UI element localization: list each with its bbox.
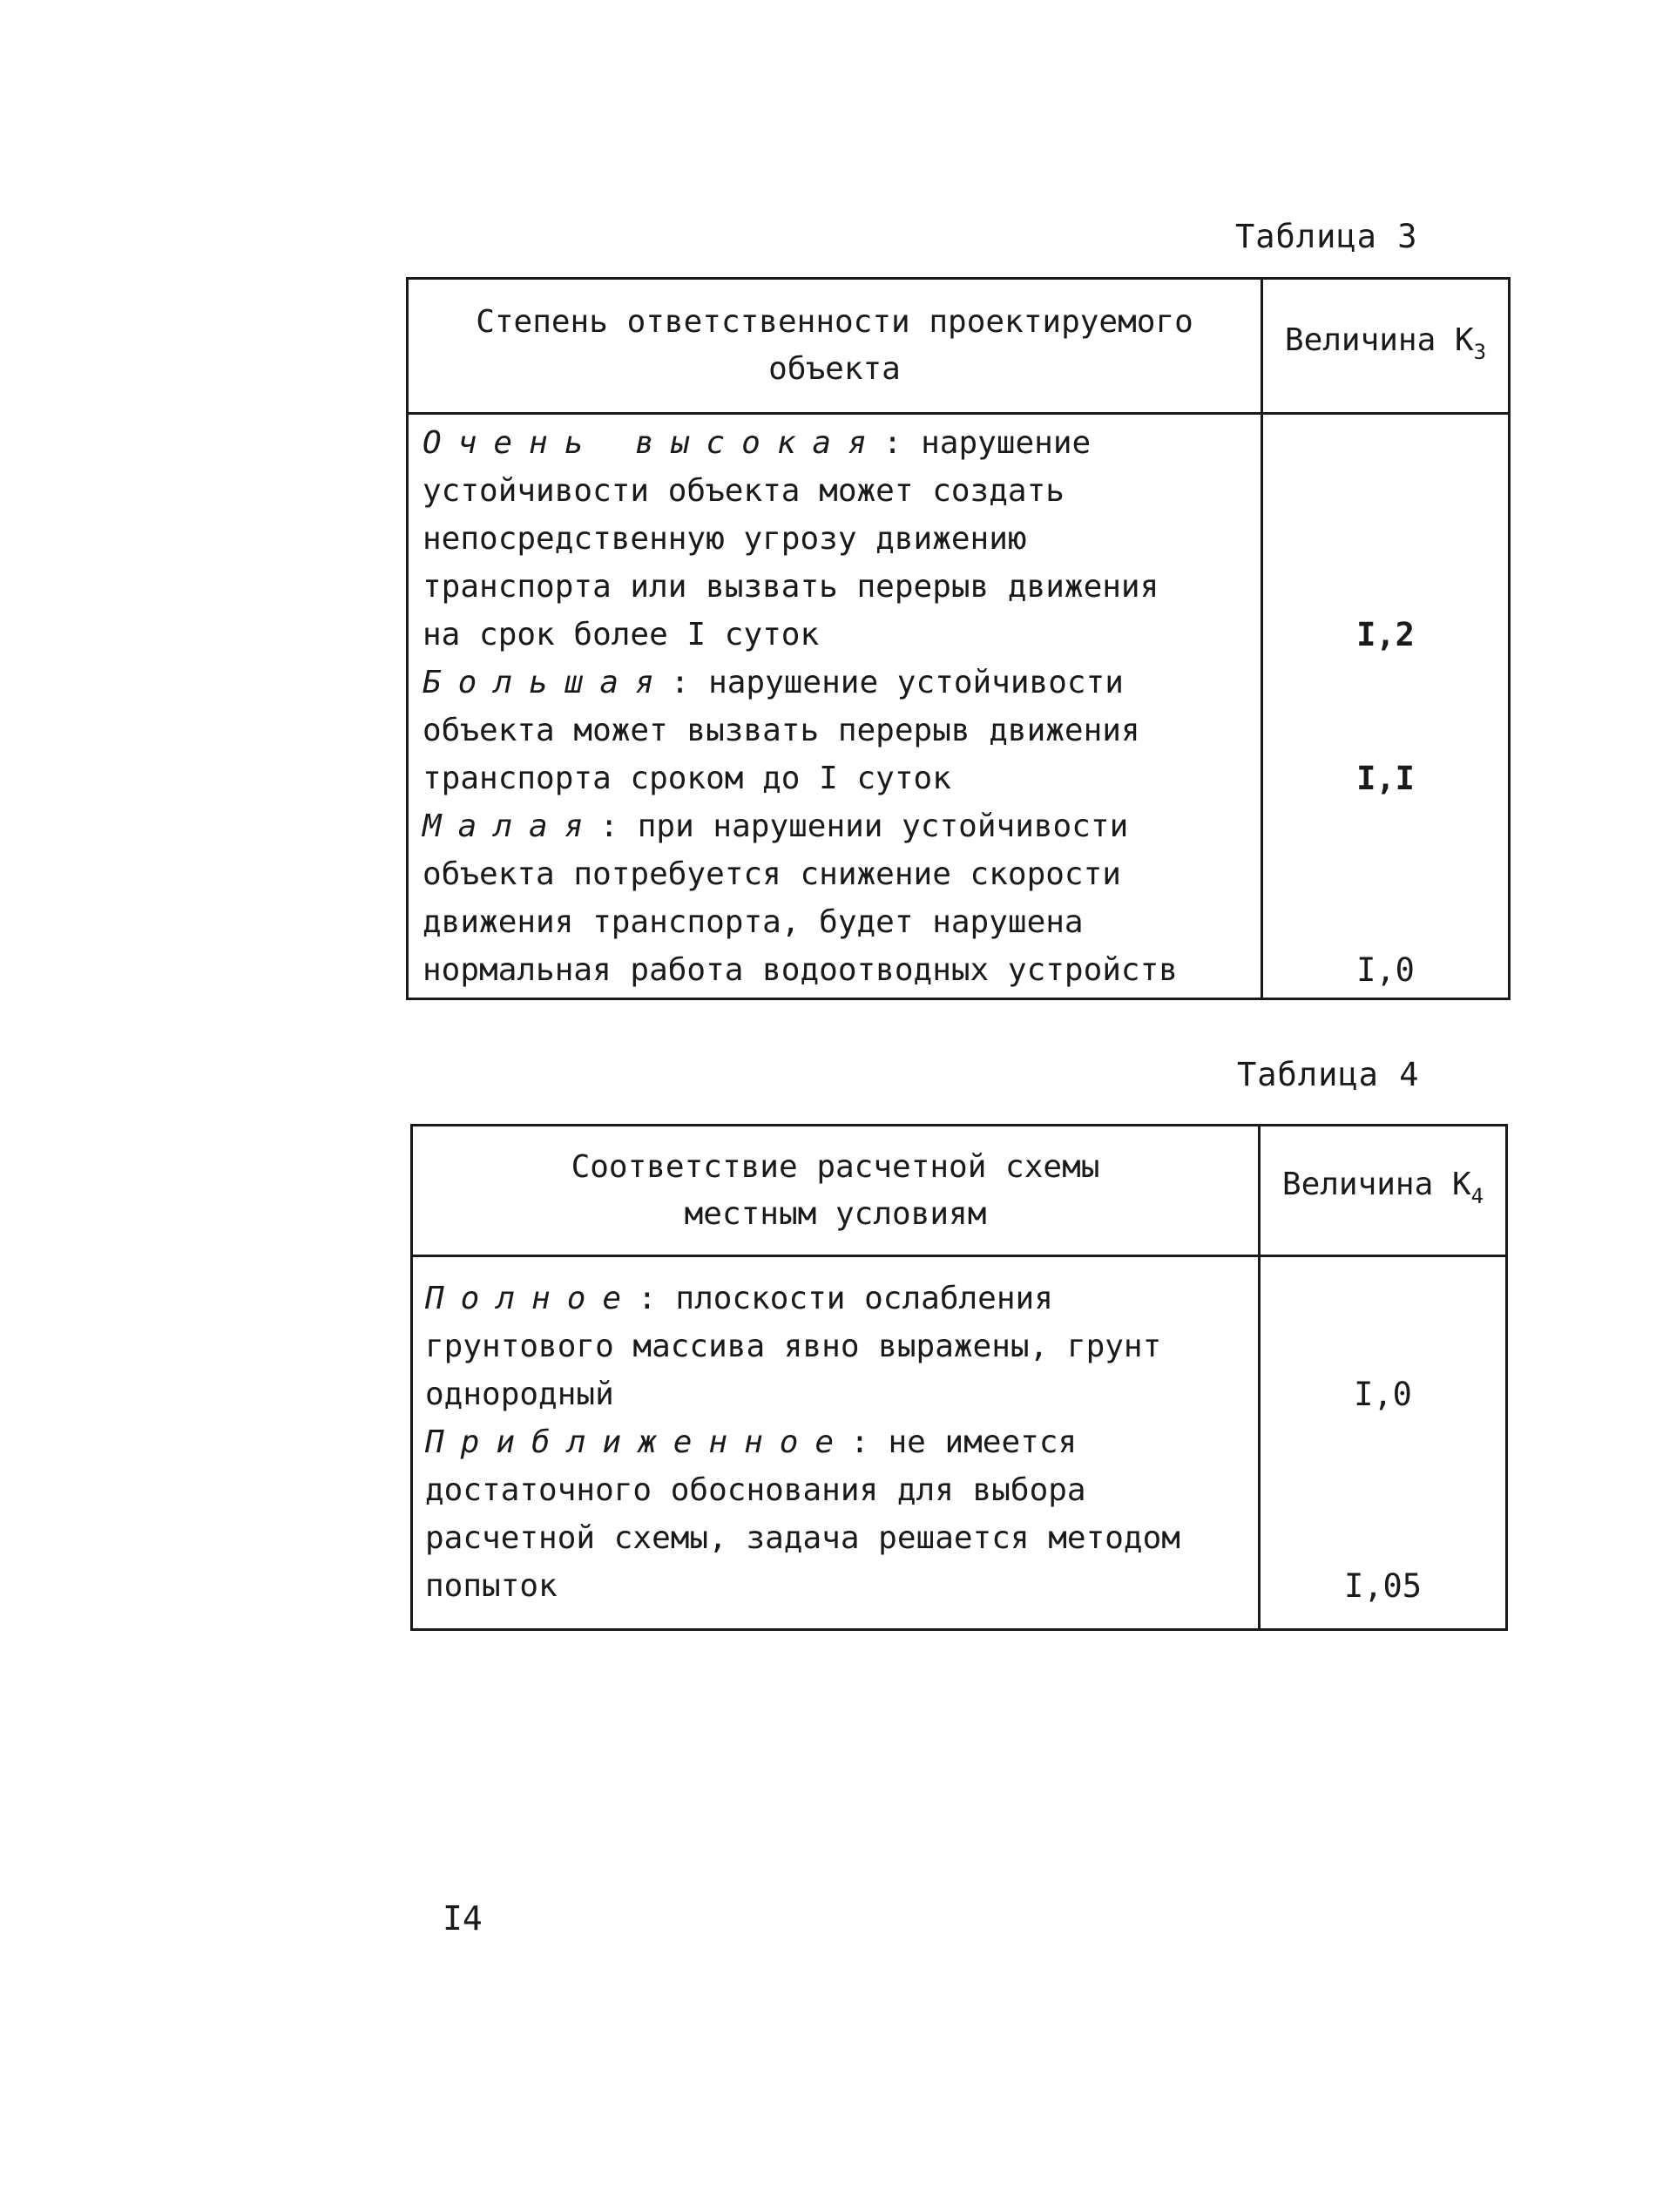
table4-term: Приближенное (425, 1424, 851, 1460)
table3-line: объекта потребуется снижение скорости (422, 856, 1121, 892)
table3-header-col2 (1263, 280, 1508, 412)
table4-header-col2-subscript: 4 (1470, 1184, 1484, 1208)
table4-header-col2-label: Величина K (1281, 1167, 1471, 1202)
table3-value: I,I (1356, 760, 1415, 797)
table3-header (409, 280, 1508, 415)
table3-line: движения транспорта, будет нарушена (422, 904, 1084, 940)
table4-line: грунтового массива явно выражены, грунт (425, 1329, 1162, 1364)
table4-line (425, 1418, 1077, 1466)
table4-header (413, 1126, 1505, 1257)
table3-header-col2-subscript: 3 (1473, 339, 1487, 364)
table4-line: расчетной схемы, задача решается методом (425, 1520, 1180, 1556)
table4-header-col1-line1: Соответствие расчетной схемы (571, 1148, 1100, 1185)
table4-line: достаточного обоснования для выбора (425, 1472, 1086, 1508)
page-number: I4 (443, 1899, 483, 1938)
table4 (410, 1124, 1508, 1631)
table4-header-col2 (1261, 1126, 1505, 1255)
table3-value: I,2 (1356, 616, 1415, 653)
table4-header-col1 (413, 1126, 1258, 1255)
table3-header-col1-text: Степень ответственности проектируемого объекта (476, 304, 1193, 387)
table4-caption: Таблица 4 (1237, 1056, 1420, 1093)
table3-line: транспорта или вызвать перерыв движения (422, 569, 1159, 605)
table3-line-text: : при нарушении устойчивости (599, 808, 1129, 844)
table3-term: Большая (422, 665, 671, 700)
table3-line: непосредственную угрозу движению (422, 521, 1027, 557)
table3-header-col2-text (1285, 317, 1486, 375)
table3-line: объекта может вызвать перерыв движения (422, 713, 1140, 748)
table3-line (422, 659, 1124, 707)
table3-term: Малая (422, 808, 600, 844)
table4-value: I,05 (1343, 1567, 1423, 1605)
table4-line (425, 1275, 1053, 1322)
table4-value: I,0 (1354, 1376, 1412, 1413)
table3-header-col1 (409, 280, 1261, 412)
table4-header-col1-line2: местным условиям (684, 1195, 987, 1232)
table3-line: на срок более I суток (422, 617, 820, 653)
table4-line: однородный (425, 1377, 614, 1412)
table4-header-col2-text (1282, 1161, 1484, 1220)
table3-line (422, 419, 1091, 467)
table3-line: устойчивости объекта может создать (422, 473, 1065, 509)
table4-line: попыток (425, 1568, 558, 1604)
table3-caption: Таблица 3 (1235, 218, 1418, 255)
table3 (406, 277, 1511, 1000)
table4-line-text: : не имеется (850, 1424, 1078, 1460)
table3-value: I,0 (1356, 951, 1415, 989)
table3-term: Очень высокая (422, 425, 883, 461)
table3-line: нормальная работа водоотводных устройств (422, 952, 1178, 988)
table3-line-text: : нарушение устойчивости (670, 665, 1124, 700)
table3-header-col2-label: Величина K (1284, 321, 1474, 358)
table4-term: Полное (425, 1281, 639, 1316)
table3-line (422, 802, 1128, 850)
table3-line: транспорта сроком до I суток (422, 761, 951, 796)
table3-line-text: : нарушение (882, 425, 1092, 461)
table4-line-text: : плоскости ослабления (638, 1281, 1053, 1316)
